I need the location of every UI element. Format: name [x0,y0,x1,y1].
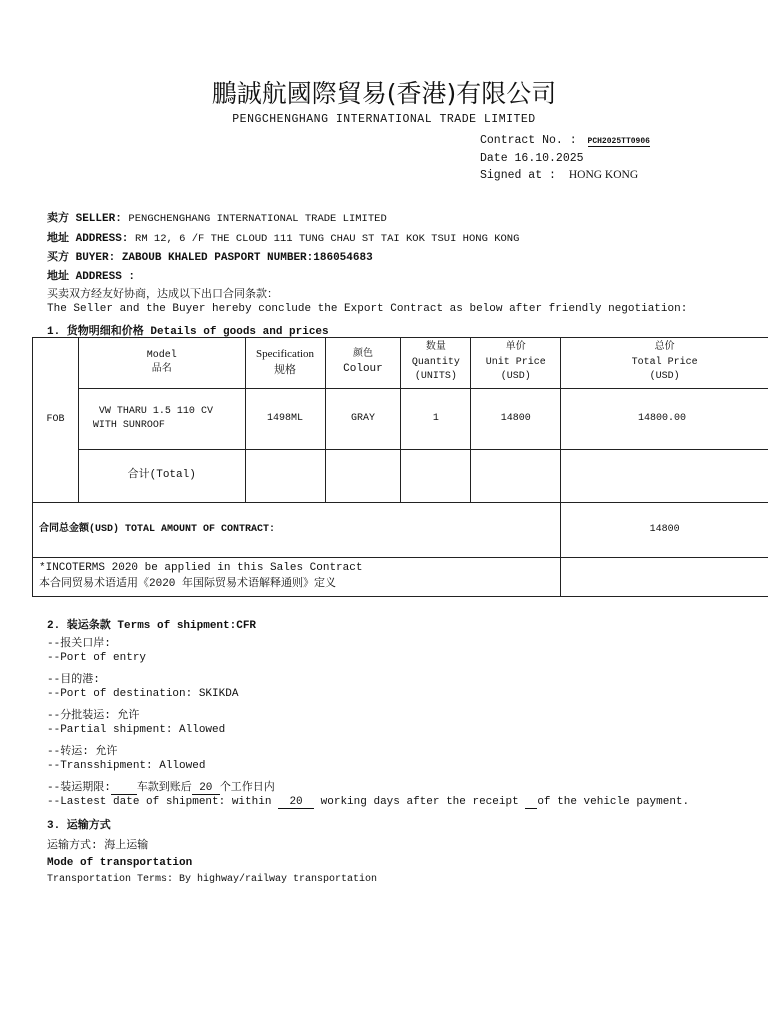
deadline-en-middle: working days after the receipt [320,796,519,808]
incoterms-chinese: 本合同贸易术语适用《2020 年国际贸易术语解释通则》定义 [39,578,337,590]
deadline-cn-label: --装运期限: [47,782,111,794]
quantity-cell: 1 [401,389,471,450]
seller-address: RM 12, 6 /F THE CLOUD 111 TUNG CHAU ST TAI KOK TSUI HONG KONG [135,233,520,245]
spec-header-cn: 规格 [274,364,297,376]
total-price-cell: 14800.00 [561,389,768,450]
model-header-cn: 品名 [151,364,172,375]
signed-at-label: Signed at : [480,169,556,182]
goods-section-title: 1. 货物明细和价格 Details of goods and prices [47,326,329,338]
seller-name: PENGCHENGHANG INTERNATIONAL TRADE LIMITED [128,213,387,225]
spec-cell: 1498ML [245,389,325,450]
model-header [78,338,245,389]
seller-label: 卖方 SELLER: [47,213,122,225]
price-term: FOB [46,413,65,425]
deadline-cn-days: 20 [192,782,220,795]
quantity-header-en: Quantity [411,356,460,368]
contract-number: PCH2025TT0906 [587,137,650,146]
model-line-2: WITH SUNROOF [92,420,165,431]
date-label: Date [480,152,508,165]
seller-address-label: 地址 ADDRESS: [47,233,129,245]
seller-row [47,209,387,225]
buyer-row [47,248,373,264]
transshipment-en: --Transshipment: Allowed [47,760,206,772]
signed-at-row [480,169,638,182]
incoterms-cell [33,558,561,597]
unit-price-header-currency: (USD) [500,371,531,383]
unit-price-header-en: Unit Price [485,356,546,368]
color-header-cn: 颜色 [352,348,373,360]
quantity-header-cn: 数量 [425,342,446,354]
buyer-label: 买方 BUYER: [47,252,116,264]
shipment-deadline-cn [47,778,275,795]
subtotal-row [33,450,768,503]
shipment-section-title: 2. 装运条款 Terms of shipment:CFR [47,620,257,632]
total-price-header-en: Total Price [631,356,698,368]
goods-item-row [33,389,768,450]
deadline-en-blank [525,796,537,809]
shipment-deadline-en [47,796,689,809]
spec-header [245,338,325,389]
incoterms-empty-cell [561,558,768,597]
partial-shipment-en: --Partial shipment: Allowed [47,724,226,736]
intro-chinese: 买卖双方经友好协商，达成以下出口合同条款： [47,289,278,301]
intro-english: The Seller and the Buyer hereby conclude the Export Contract as below after friendly negotiation: [47,303,688,315]
price-term-cell [33,338,79,503]
spec-header-en: Specification [256,348,315,361]
deadline-cn-blank [111,782,137,795]
contract-number-label: Contract No. : [480,134,577,147]
shipment-port-en: --Port of entry [47,652,147,664]
total-price-header-currency: (USD) [649,371,680,383]
total-price-header-cn: 总价 [654,342,675,354]
subtotal-unit [471,450,561,503]
buyer-name: ZABOUB KHALED PASPORT NUMBER:186054683 [121,252,373,264]
incoterms-row [33,558,768,597]
transport-section-title: 3. 运输方式 [47,820,111,832]
subtotal-quantity [401,450,471,503]
buyer-address-label: 地址 ADDRESS : [47,271,136,283]
deadline-en-suffix: of the vehicle payment. [537,796,690,808]
unit-price-cell: 14800 [471,389,561,450]
signed-at-location: HONG KONG [568,169,639,181]
total-price-header [561,338,768,389]
subtotal-total [561,450,768,503]
transport-mode-label: Mode of transportation [47,857,193,869]
goods-table [32,337,768,597]
company-name-chinese: 鵬誠航國際貿易(香港)有限公司 [211,79,557,108]
quantity-header [401,338,471,389]
transport-terms: Transportation Terms: By highway/railway transportation [47,874,378,885]
company-name-english: PENGCHENGHANG INTERNATIONAL TRADE LIMITED [232,113,536,126]
total-amount-label: 合同总金额(USD) TOTAL AMOUNT OF CONTRACT: [33,503,561,558]
subtotal-spec [245,450,325,503]
quantity-header-unit: (UNITS) [414,371,457,383]
shipment-destination-cn: --目的港: [47,674,100,686]
deadline-cn-suffix: 个工作日内 [219,782,275,794]
transport-mode-cn: 运输方式: 海上运输 [47,840,149,852]
model-header-en: Model [146,349,177,361]
goods-header-row [33,338,768,389]
incoterms-english: *INCOTERMS 2020 be applied in this Sales Contract [39,562,363,575]
unit-price-header [471,338,561,389]
contract-date-row [480,152,584,165]
deadline-en-label: --Lastest date of shipment: within [47,796,272,808]
deadline-cn-middle: 车款到账后 [136,782,192,794]
seller-address-row [47,229,519,245]
shipment-destination-en: --Port of destination: SKIKDA [47,688,239,700]
deadline-en-days: 20 [278,796,314,809]
contract-number-row [480,134,650,147]
shipment-port-cn: --报关口岸: [47,638,111,650]
model-cell [78,389,245,450]
model-line-1: VW THARU 1.5 110 CV [98,405,213,417]
color-header-en: Colour [343,363,383,376]
subtotal-label: 合计(Total) [78,450,245,503]
unit-price-header-cn: 单价 [505,342,526,354]
color-header [325,338,401,389]
color-cell: GRAY [325,389,401,450]
subtotal-color [325,450,401,503]
total-amount-value: 14800 [561,503,768,558]
partial-shipment-cn: --分批装运: 允许 [47,710,140,722]
transshipment-cn: --转运: 允许 [47,746,118,758]
total-amount-row [33,503,768,558]
contract-date: 16.10.2025 [514,152,584,165]
